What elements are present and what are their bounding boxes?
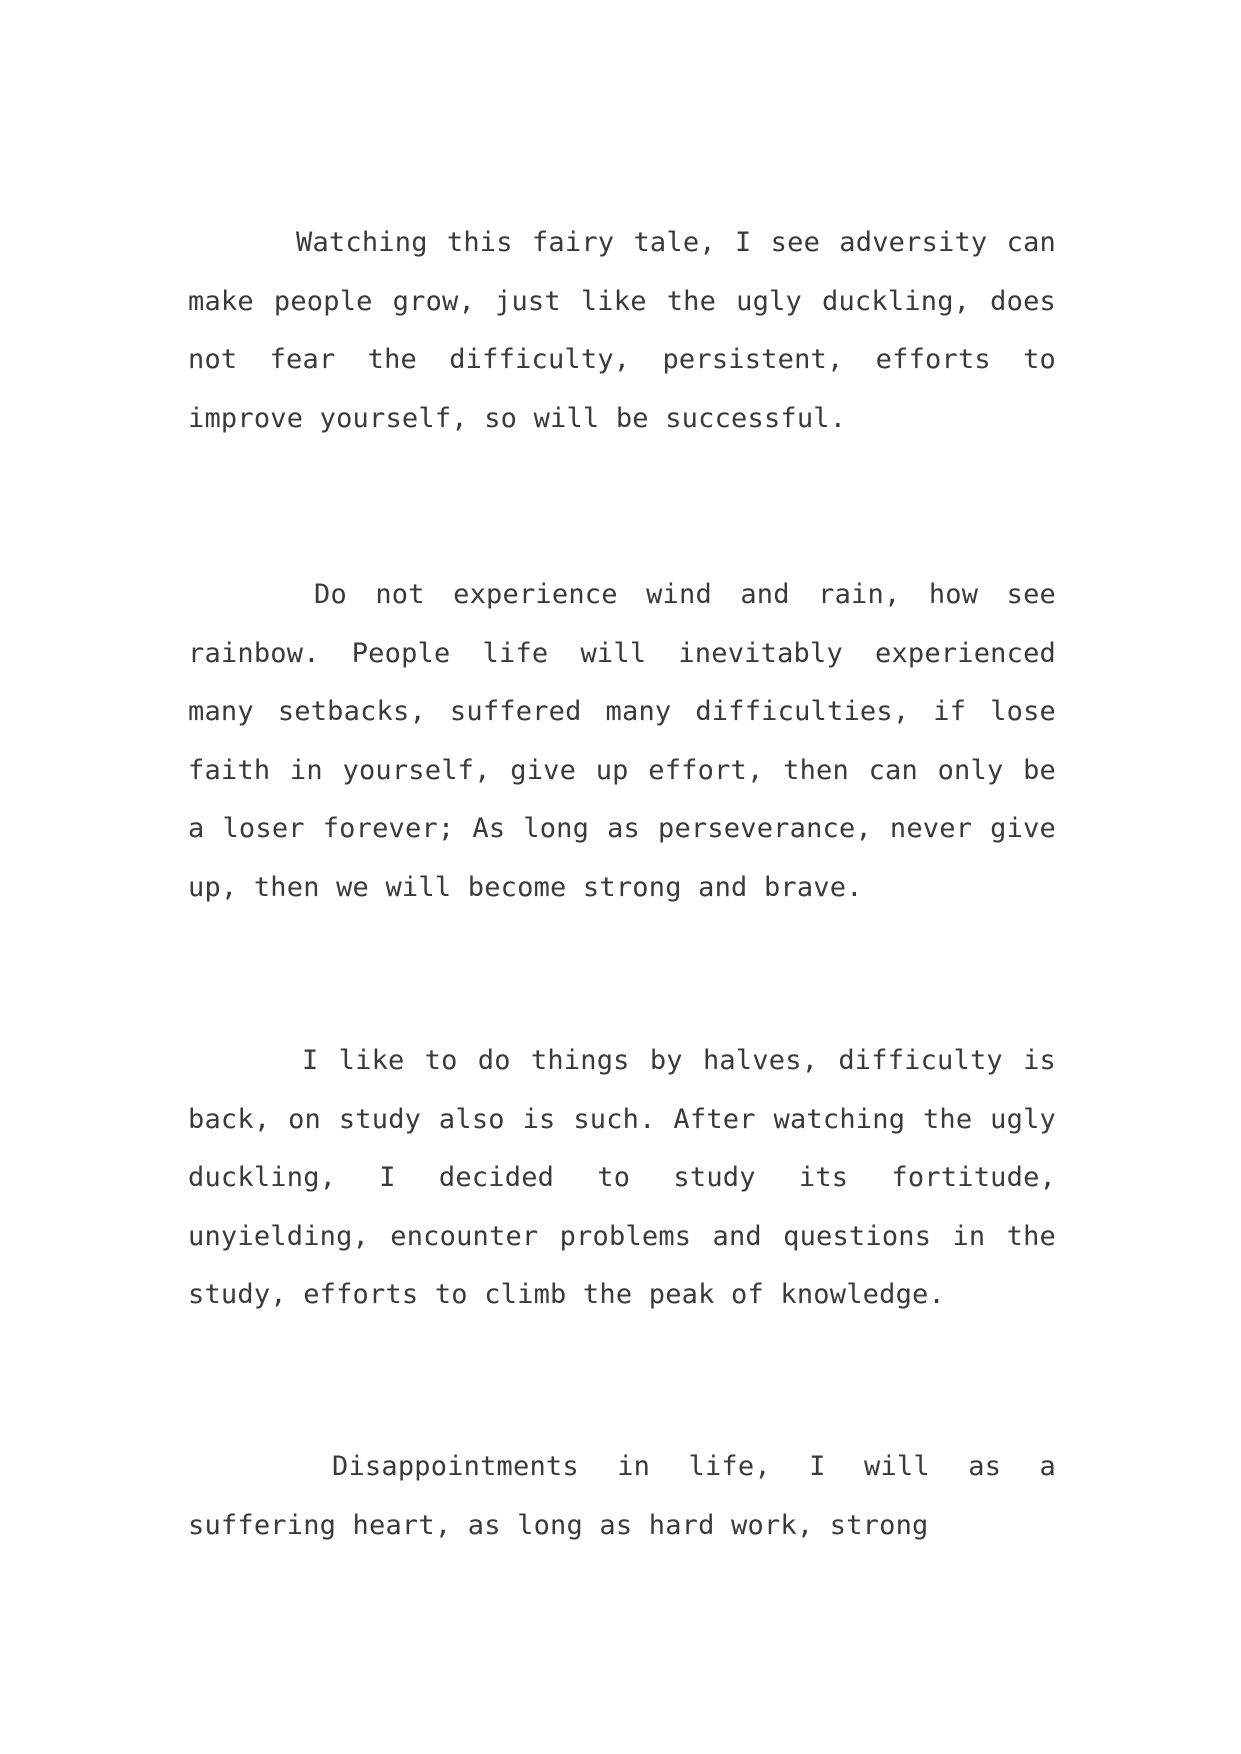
paragraph-1-text: Watching this fairy tale, I see adversity can make people grow, just like the ugly duckling, does not fear the difficulty, persistent, efforts to improve yourself, so will be successful. xyxy=(188,227,1056,434)
paragraph-2-text: Do not experience wind and rain, how see rainbow. People life will inevitably experienced many setbacks, suffered many difficulties, if lose faith in yourself, give up effort, then can only be a loser forever; As long as perseverance, never give up, then we will become strong and brave. xyxy=(188,579,1056,903)
paragraph-3 xyxy=(188,1032,1056,1325)
paragraph-4 xyxy=(188,1438,1056,1555)
paragraph-4-text: Disappointments in life, I will as a suffering heart, as long as hard work, strong xyxy=(188,1451,1056,1541)
paragraph-3-text: I like to do things by halves, difficulty is back, on study also is such. After watching the ugly duckling, I decided to study its fortitude, unyielding, encounter problems and questions in the study, efforts to climb the peak of knowledge. xyxy=(188,1045,1056,1310)
paragraph-2 xyxy=(188,566,1056,917)
paragraph-1 xyxy=(188,214,1056,448)
